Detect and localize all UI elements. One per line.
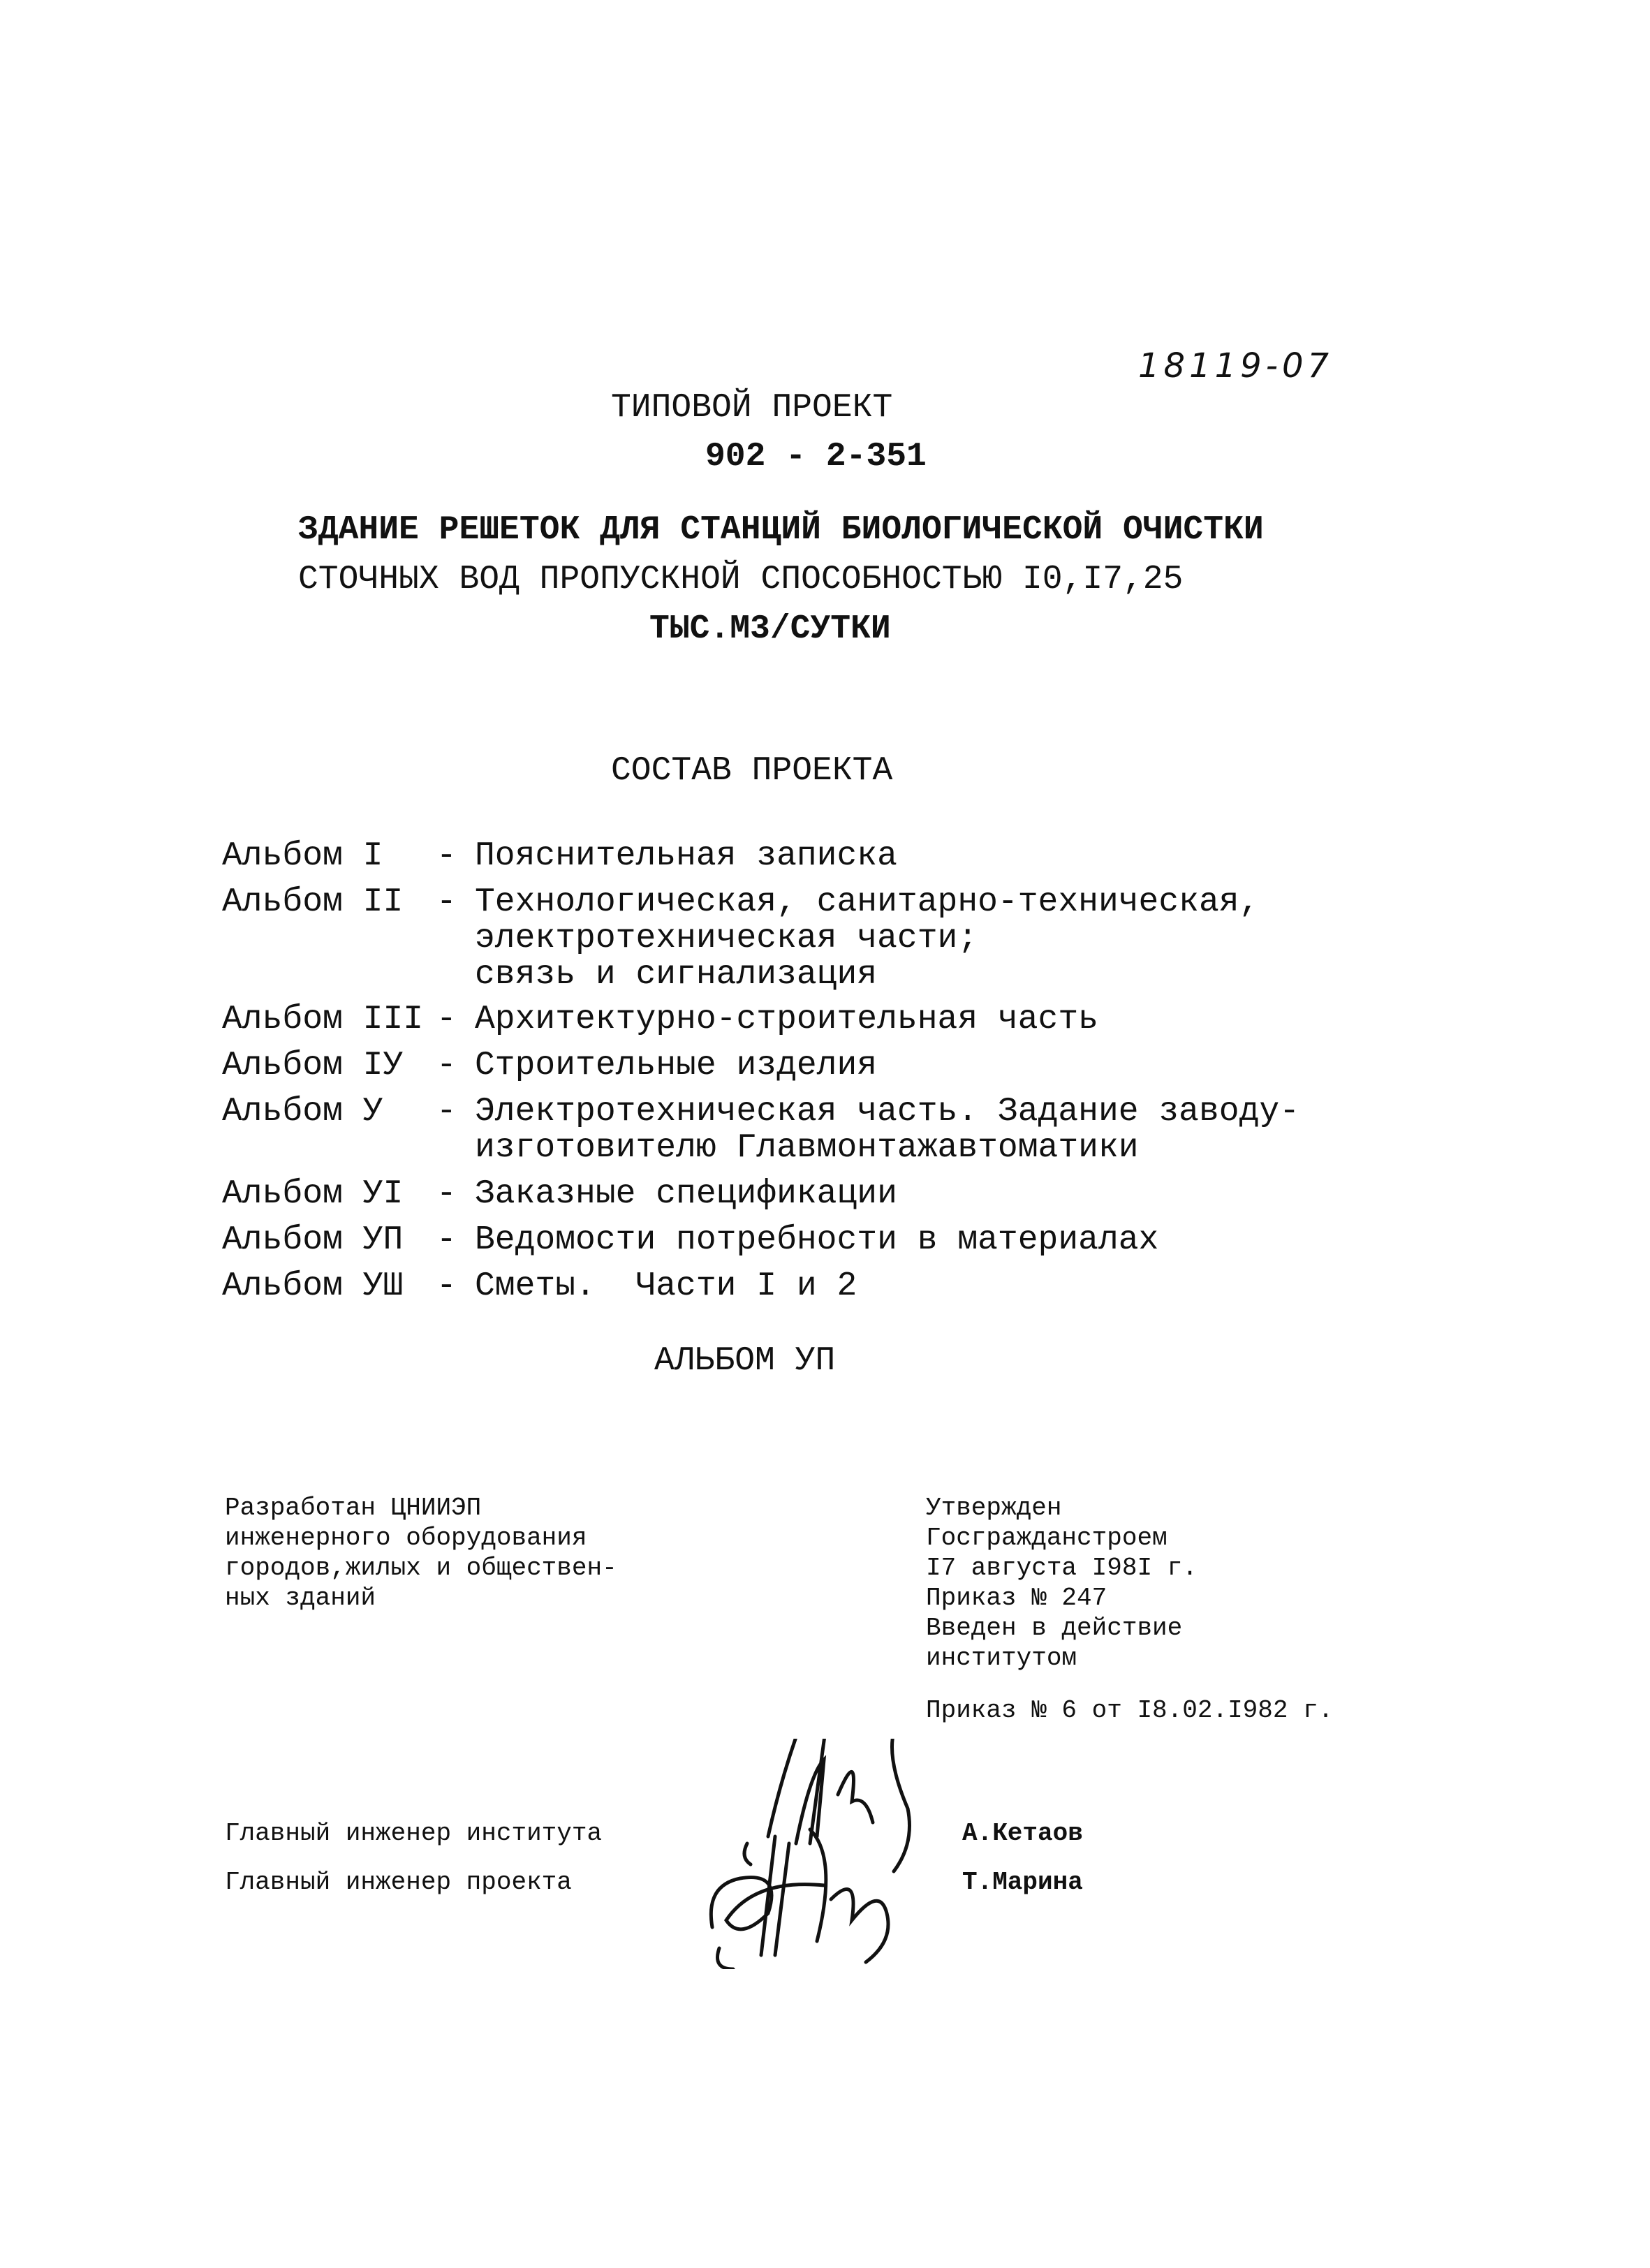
album-label: Альбом IУ — [222, 1047, 404, 1084]
stamp-number: 18119-07 — [1138, 346, 1334, 385]
album-dash: - — [436, 837, 457, 875]
album-label: Альбом II — [222, 883, 404, 921]
album-dash: - — [436, 1175, 457, 1213]
signature-name: Т.Марина — [962, 1868, 1083, 1897]
album-label: Альбом III — [222, 1001, 424, 1038]
album-dash: - — [436, 883, 457, 921]
album-label: Альбом УШ — [222, 1267, 404, 1305]
album-description: Пояснительная записка — [475, 837, 897, 875]
album-description: Электротехническая часть. Задание заводу- — [475, 1093, 1299, 1131]
album-description: Сметы. Части I и 2 — [475, 1267, 857, 1305]
album-label: Альбом УI — [222, 1175, 404, 1213]
doc-type: ТИПОВОЙ ПРОЕКТ — [611, 389, 893, 427]
approval-line: Утвержден — [926, 1494, 1062, 1522]
approval-line: I7 августа I98I г. — [926, 1554, 1198, 1582]
title-line-2: СТОЧНЫХ ВОД ПРОПУСКНОЙ СПОСОБНОСТЬЮ I0,I7,25 — [298, 561, 1184, 598]
title-line-1: ЗДАНИЕ РЕШЕТОК ДЛЯ СТАНЦИЙ БИОЛОГИЧЕСКОЙ ОЧИСТКИ — [298, 511, 1264, 549]
album-description: Архитектурно-строительная часть — [475, 1001, 1098, 1038]
approval-line: Госгражданстроем — [926, 1524, 1167, 1552]
developer-line: городов,жилых и обществен- — [225, 1554, 617, 1582]
signature-role: Главный инженер института — [225, 1819, 603, 1848]
project-number: 902 - 2-351 — [705, 438, 927, 476]
album-dash: - — [436, 1047, 457, 1084]
developer-line: Разработан ЦНИИЭП — [225, 1494, 482, 1522]
album-description: Ведомости потребности в материалах — [475, 1221, 1159, 1259]
album-description: изготовителю Главмонтажавтоматики — [475, 1129, 1139, 1167]
album-description: Заказные спецификации — [475, 1175, 897, 1213]
developer-line: ных зданий — [225, 1584, 376, 1612]
handwritten-signature-2 — [698, 1816, 922, 1969]
album-description: электротехническая части; — [475, 920, 978, 957]
current-album: АЛЬБОМ УП — [654, 1342, 836, 1380]
album-description: связь и сигнализация — [475, 956, 878, 994]
album-label: Альбом У — [222, 1093, 383, 1131]
signature-name: А.Кетаов — [962, 1819, 1083, 1848]
album-description: Технологическая, санитарно-техническая, — [475, 883, 1260, 921]
developer-line: инженерного оборудования — [225, 1524, 587, 1552]
approval-line: Приказ № 247 — [926, 1584, 1107, 1612]
approval-line: институтом — [926, 1644, 1077, 1672]
composition-heading: СОСТАВ ПРОЕКТА — [611, 752, 893, 790]
album-dash: - — [436, 1001, 457, 1038]
approval-order: Приказ № 6 от I8.02.I982 г. — [926, 1696, 1334, 1725]
title-line-3: ТЫС.М3/СУТКИ — [649, 610, 891, 648]
album-label: Альбом УП — [222, 1221, 404, 1259]
signature-role: Главный инженер проекта — [225, 1868, 572, 1897]
approval-line: Введен в действие — [926, 1614, 1183, 1642]
album-dash: - — [436, 1093, 457, 1131]
album-dash: - — [436, 1221, 457, 1259]
album-dash: - — [436, 1267, 457, 1305]
album-description: Строительные изделия — [475, 1047, 878, 1084]
album-label: Альбом I — [222, 837, 383, 875]
